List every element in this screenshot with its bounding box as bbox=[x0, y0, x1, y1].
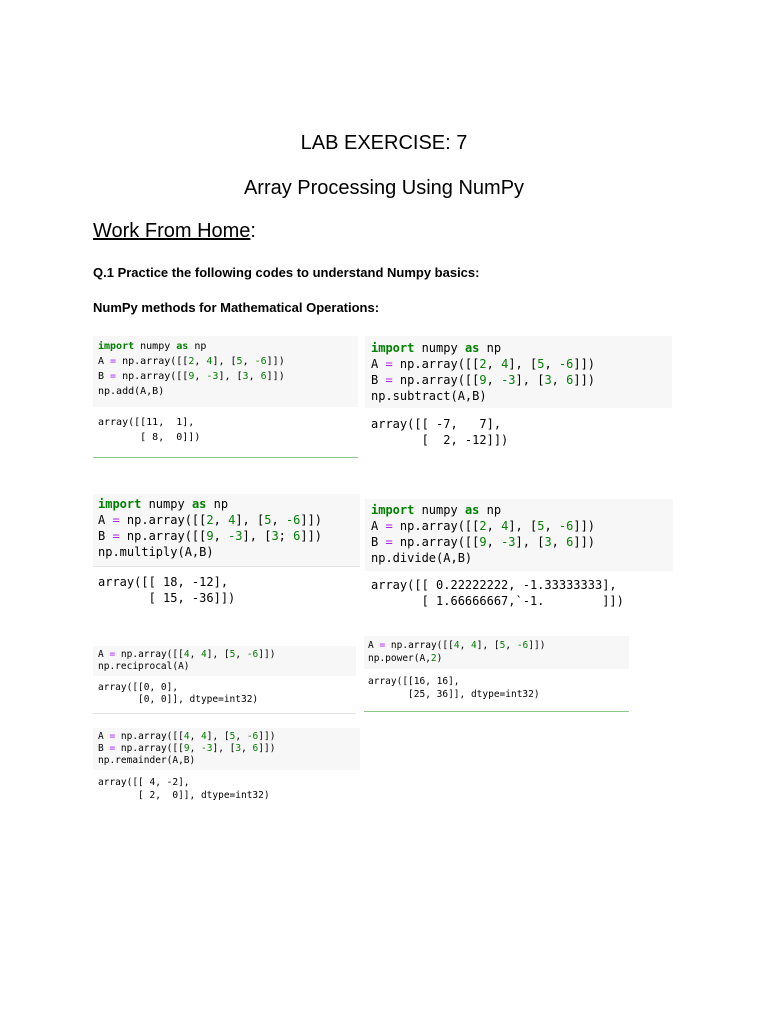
divide-example bbox=[365, 499, 673, 611]
multiply-code-line: B = np.array([[9, -3], [3; 6]]) bbox=[98, 529, 323, 543]
remainder-code-line: np.remainder(A,B) bbox=[98, 755, 196, 766]
page-subtitle: Array Processing Using NumPy bbox=[243, 177, 525, 199]
add-example bbox=[93, 336, 358, 447]
multiply-code-line: A = np.array([[2, 4], [5, -6]]) bbox=[98, 513, 323, 527]
reciprocal-output-cell bbox=[93, 680, 356, 708]
divide-code-line: import numpy as np bbox=[371, 503, 502, 517]
subtract-code-line: A = np.array([[2, 4], [5, -6]]) bbox=[371, 357, 596, 371]
section-heading-label: Work From Home bbox=[93, 220, 251, 242]
power-code-line: A = np.array([[4, 4], [5, -6]]) bbox=[368, 640, 546, 651]
add-code-line: B = np.array([[9, -3], [3, 6]]) bbox=[98, 371, 285, 382]
divide-output-line: array([[ 0.22222222, -1.33333333], bbox=[371, 578, 617, 592]
multiply-output-line: array([[ 18, -12], bbox=[98, 575, 229, 589]
subtract-code-line: np.subtract(A,B) bbox=[371, 389, 487, 403]
reciprocal-code-line: np.reciprocal(A) bbox=[98, 661, 190, 672]
multiply-output-line: [ 15, -36]]) bbox=[98, 591, 236, 605]
divide-output-cell bbox=[365, 575, 673, 611]
divide-code-line: B = np.array([[9, -3], [3, 6]]) bbox=[371, 535, 596, 549]
remainder-output-cell bbox=[93, 774, 360, 804]
subtract-code-line: B = np.array([[9, -3], [3, 6]]) bbox=[371, 373, 596, 387]
page-title: LAB EXERCISE: 7 bbox=[300, 132, 468, 154]
subtract-code-cell bbox=[365, 336, 672, 408]
multiply-code-line: import numpy as np bbox=[98, 497, 229, 511]
remainder-output-line: [ 2, 0]], dtype=int32) bbox=[98, 790, 270, 801]
reciprocal-output-line: [0, 0]], dtype=int32) bbox=[98, 694, 259, 705]
divide-output-line: [ 1.66666667,`-1. ]]) bbox=[371, 594, 624, 608]
remainder-example bbox=[93, 728, 360, 804]
reciprocal-code-cell bbox=[93, 646, 356, 676]
power-output-line: [25, 36]], dtype=int32) bbox=[368, 689, 540, 700]
reciprocal-output-line: array([[0, 0], bbox=[98, 682, 179, 693]
remainder-code-cell bbox=[93, 728, 360, 770]
power-example bbox=[364, 636, 629, 703]
remainder-code-line: A = np.array([[4, 4], [5, -6]]) bbox=[98, 731, 276, 742]
multiply-code-line: np.multiply(A,B) bbox=[98, 545, 214, 559]
power-output-line: array([[16, 16], bbox=[368, 676, 460, 687]
section-heading-colon: : bbox=[250, 220, 256, 242]
add-code-line: A = np.array([[2, 4], [5, -6]]) bbox=[98, 356, 285, 367]
power-code-cell bbox=[364, 636, 629, 669]
power-output-rule bbox=[364, 711, 629, 712]
multiply-code-cell bbox=[93, 494, 360, 566]
power-code-line: np.power(A,2) bbox=[368, 653, 443, 664]
subtract-code-line: import numpy as np bbox=[371, 341, 502, 355]
power-output-cell bbox=[364, 673, 629, 703]
subtract-output-line: array([[ -7, 7], bbox=[371, 417, 502, 431]
subtract-output-line: [ 2, -12]]) bbox=[371, 433, 509, 447]
multiply-example bbox=[93, 494, 360, 608]
reciprocal-code-line: A = np.array([[4, 4], [5, -6]]) bbox=[98, 649, 276, 660]
add-output-line: [ 8, 0]]) bbox=[98, 432, 201, 443]
multiply-separator bbox=[93, 566, 360, 567]
divide-code-cell bbox=[365, 499, 673, 571]
add-output-line: array([[11, 1], bbox=[98, 417, 195, 428]
question-text: Q.1 Practice the following codes to understand Numpy basics: bbox=[93, 265, 480, 280]
subheading-text: NumPy methods for Mathematical Operations: bbox=[93, 300, 380, 315]
remainder-output-line: array([[ 4, -2], bbox=[98, 777, 190, 788]
divide-code-line: np.divide(A,B) bbox=[371, 551, 473, 565]
section-heading bbox=[93, 220, 256, 243]
remainder-code-line: B = np.array([[9, -3], [3, 6]]) bbox=[98, 743, 276, 754]
divide-code-line: A = np.array([[2, 4], [5, -6]]) bbox=[371, 519, 596, 533]
add-code-line: np.add(A,B) bbox=[98, 386, 165, 397]
add-code-line: import numpy as np bbox=[98, 341, 207, 352]
reciprocal-example bbox=[93, 646, 356, 708]
subtract-example bbox=[365, 336, 672, 450]
subtract-output-cell bbox=[365, 414, 672, 450]
add-output-cell bbox=[93, 413, 358, 447]
add-output-rule bbox=[93, 457, 358, 458]
add-code-cell bbox=[93, 336, 358, 407]
reciprocal-separator bbox=[93, 713, 356, 714]
multiply-output-cell bbox=[93, 572, 360, 608]
